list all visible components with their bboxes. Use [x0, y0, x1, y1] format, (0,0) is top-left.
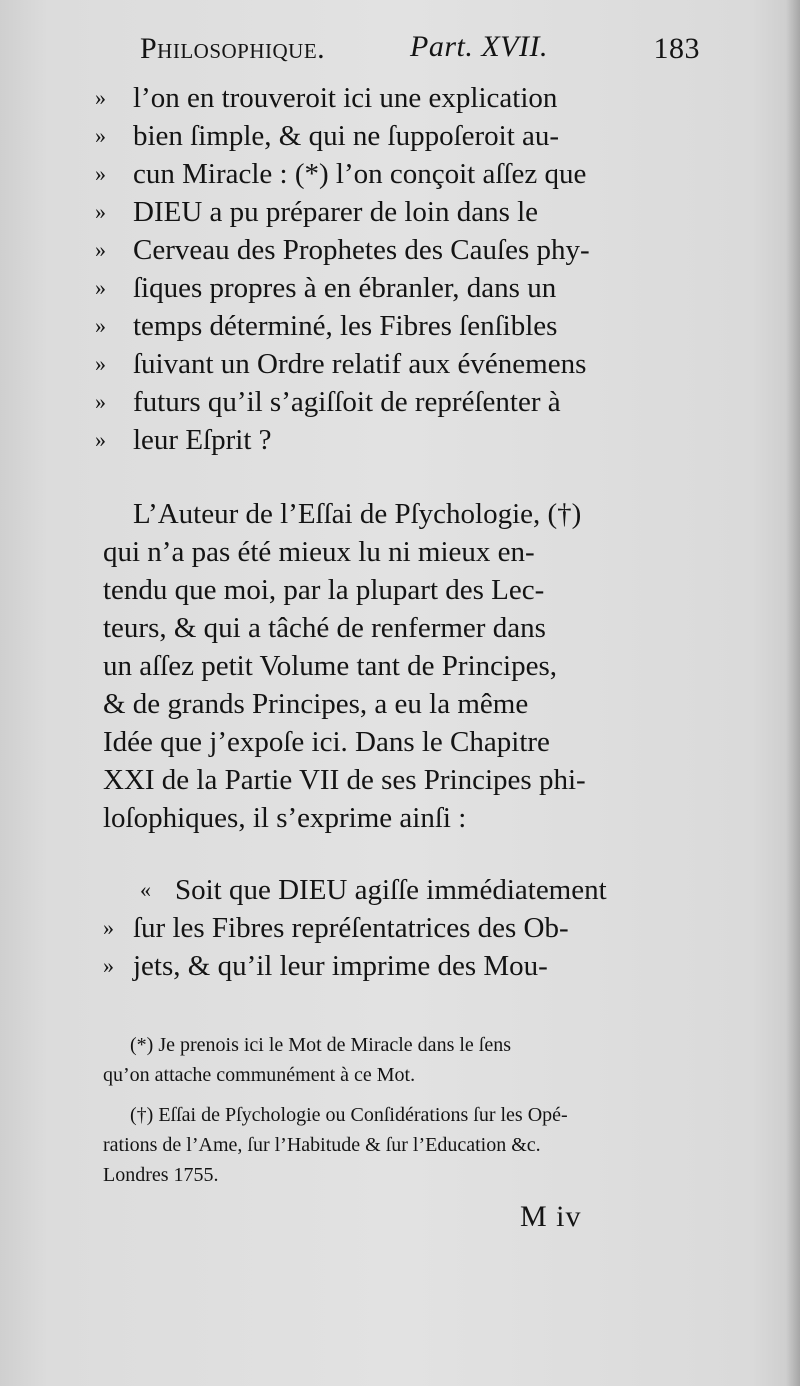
- quote-mark: »: [95, 275, 106, 300]
- text-line: » cun Miracle : (*) l’on conçoit aſſez que: [0, 154, 800, 194]
- quote-mark: »: [95, 351, 106, 376]
- text-line: un aſſez petit Volume tant de Principes,: [103, 650, 557, 682]
- quote-mark: »: [95, 237, 106, 262]
- text-line: teurs, & qui a tâché de renfermer dans: [103, 612, 546, 644]
- running-part: Part. XVII.: [410, 30, 548, 63]
- quote-mark: »: [95, 427, 106, 452]
- text-line: & de grands Principes, a eu la même: [103, 688, 529, 720]
- quote-mark: »: [95, 389, 106, 414]
- text-line: qui n’a pas été mieux lu ni mieux en-: [103, 536, 535, 568]
- quote-mark: «: [140, 877, 151, 902]
- footnote-line: rations de l’Ame, ſur l’Habitude & ſur l’Education &c.: [103, 1134, 541, 1156]
- quote-mark: »: [103, 915, 114, 940]
- text-line: » ſur les Fibres repréſentatrices des Ob-: [0, 908, 800, 948]
- text-line: » ſuivant un Ordre relatif aux événemens: [0, 344, 800, 384]
- footnote-line: Londres 1755.: [103, 1164, 219, 1186]
- text-line: L’Auteur de l’Eſſai de Pſychologie, (†): [133, 498, 582, 530]
- quote-mark: »: [95, 85, 106, 110]
- quote-mark: »: [95, 123, 106, 148]
- footnote-line: (†) Eſſai de Pſychologie ou Conſidérations ſur les Opé-: [130, 1104, 568, 1126]
- running-header: [140, 28, 700, 78]
- text-line: XXI de la Partie VII de ses Principes phi-: [103, 764, 586, 796]
- text-line: » ſiques propres à en ébranler, dans un: [0, 268, 800, 308]
- text-line: « Soit que DIEU agiſſe immédiatement: [0, 870, 800, 910]
- text-line: » DIEU a pu préparer de loin dans le: [0, 192, 800, 232]
- running-title: Philosophique.: [140, 32, 326, 65]
- text-line: loſophiques, il s’exprime ainſi :: [103, 802, 467, 834]
- text-line: Idée que j’expoſe ici. Dans le Chapitre: [103, 726, 550, 758]
- text-line: » leur Eſprit ?: [0, 420, 800, 460]
- text-line: » l’on en trouveroit ici une explication: [0, 78, 800, 118]
- quote-mark: »: [95, 313, 106, 338]
- quote-mark: »: [103, 953, 114, 978]
- text-line: » bien ſimple, & qui ne ſuppoſeroit au-: [0, 116, 800, 156]
- text-line: tendu que moi, par la plupart des Lec-: [103, 574, 545, 606]
- text-line: » jets, & qu’il leur imprime des Mou-: [0, 946, 800, 986]
- footnote-line: qu’on attache communément à ce Mot.: [103, 1064, 416, 1086]
- signature-mark: M iv: [520, 1200, 582, 1233]
- text-line: » temps déterminé, les Fibres ſenſibles: [0, 306, 800, 346]
- quote-mark: »: [95, 199, 106, 224]
- footnote-line: (*) Je prenois ici le Mot de Miracle dans le ſens: [130, 1034, 511, 1056]
- quote-mark: »: [95, 161, 106, 186]
- page-number: 183: [653, 32, 700, 65]
- text-line: » futurs qu’il s’agiſſoit de repréſenter à: [0, 382, 800, 422]
- text-line: » Cerveau des Prophetes des Cauſes phy-: [0, 230, 800, 270]
